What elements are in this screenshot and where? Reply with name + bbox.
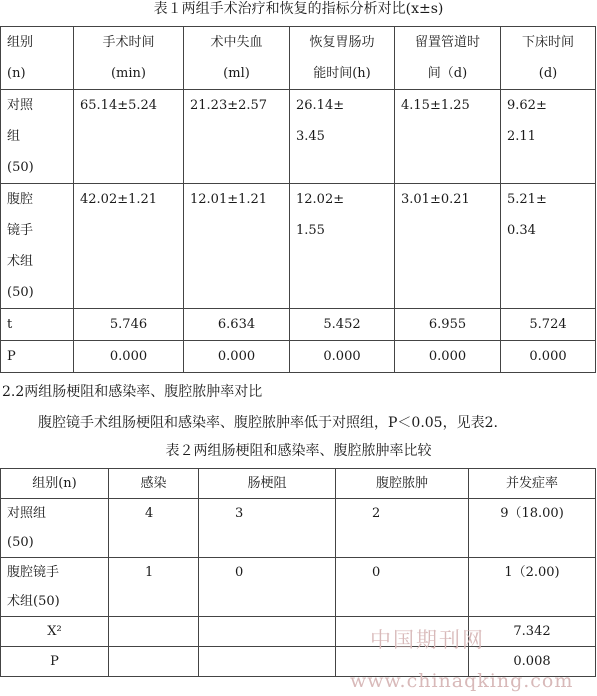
cell-line: 手术时间 (102, 35, 155, 50)
cell-line: 26.14± (296, 98, 345, 113)
cell-line: 3 (235, 506, 244, 521)
table2-cell (199, 617, 336, 647)
cell-line: (50) (7, 535, 34, 550)
table1-header-cell (74, 27, 184, 90)
cell-line: 恢复胃肠功 (309, 35, 375, 50)
cell-line: 3.45 (296, 129, 325, 144)
cell-line: 腹腔 (7, 192, 34, 207)
cell-line: 3.01±0.21 (401, 192, 470, 207)
cell-line: 1 (145, 565, 154, 580)
cell-line: 间（d) (427, 66, 468, 81)
cell-line: 4.15±1.25 (401, 98, 470, 113)
cell-line: 0.008 (513, 654, 551, 669)
table1-cell (184, 309, 290, 341)
cell-line: 42.02±1.21 (80, 192, 158, 207)
cell-line: 5.452 (323, 317, 361, 332)
table1-cell (184, 184, 290, 309)
cell-line: 0.000 (529, 349, 567, 364)
cell-line: 0.000 (323, 349, 361, 364)
table2-row (1, 558, 596, 617)
table2-cell (1, 499, 109, 558)
table2-cell (109, 558, 199, 617)
section-title: 2.2两组肠梗阻和感染率、腹腔脓肿率对比 (2, 384, 263, 400)
cell-line: 术组 (7, 254, 34, 269)
watermark-logo-text: 中国期刊网 (370, 628, 485, 652)
cell-line: 4 (145, 506, 154, 521)
table1-cell (501, 90, 596, 184)
table2-cell (109, 647, 199, 677)
table1-cell (74, 90, 184, 184)
table1-cell (501, 309, 596, 341)
table2-caption: 表２两组肠梗阻和感染率、腹腔脓肿率比较 (165, 443, 432, 459)
table2-header-cell: 肠梗阻 (199, 469, 336, 499)
cell-line: 2 (372, 506, 381, 521)
body-paragraph: 腹腔镜手术组肠梗阻和感染率、腹腔脓肿率低于对照组，P＜0.05，见表2. (38, 415, 498, 431)
table2-row (1, 617, 596, 647)
cell-line: 9（18.00) (500, 506, 564, 521)
table2-cell (109, 499, 199, 558)
table2-header-cell: 并发症率 (469, 469, 596, 499)
cell-line: (d) (538, 66, 558, 81)
cell-line: 术中失血 (210, 35, 263, 50)
cell-line: 对照 (7, 98, 34, 113)
cell-line: 6.634 (217, 317, 256, 332)
table1-cell (290, 309, 395, 341)
table2-cell (336, 499, 469, 558)
table2-cell (469, 499, 596, 558)
table2-row (1, 499, 596, 558)
table1-cell (290, 341, 395, 373)
cell-line: 下床时间 (521, 35, 574, 50)
table2-cell (469, 558, 596, 617)
cell-line: 5.21± (507, 192, 547, 207)
cell-line: 1（2.00) (504, 565, 560, 580)
table1-row (1, 341, 596, 373)
table2-cell (199, 558, 336, 617)
cell-line: P (50, 654, 59, 669)
cell-line: 组 (7, 129, 21, 144)
cell-line: 5.724 (529, 317, 567, 332)
watermark-url: www.chinaqking.com (350, 670, 574, 692)
table2-cell (336, 558, 469, 617)
cell-line: t (7, 317, 13, 332)
table2-cell (1, 558, 109, 617)
table1-cell (290, 184, 395, 309)
cell-line: (50) (7, 160, 34, 175)
cell-line: P (7, 349, 16, 364)
table1-header-cell (501, 27, 596, 90)
table1-cell (501, 341, 596, 373)
table1-cell (1, 341, 74, 373)
cell-line: 腹腔镜手 (7, 565, 60, 580)
table1-cell (1, 309, 74, 341)
cell-line: 12.02± (296, 192, 345, 207)
table2-cell (1, 647, 109, 677)
table1-cell (74, 184, 184, 309)
cell-line: (50) (7, 285, 34, 300)
table2-cell (109, 617, 199, 647)
table1-header-cell (395, 27, 501, 90)
cell-line: 21.23±2.57 (190, 98, 268, 113)
cell-line: 0.000 (217, 349, 256, 364)
table2-header-cell: 腹腔脓肿 (336, 469, 469, 499)
table1-header-row (1, 27, 596, 90)
cell-line: 0 (372, 565, 381, 580)
table1-row (1, 309, 596, 341)
table1-header-cell (184, 27, 290, 90)
table1-cell (501, 184, 596, 309)
table2-header-row (1, 469, 596, 499)
cell-line: 1.55 (296, 223, 325, 238)
cell-line: 12.01±1.21 (190, 192, 268, 207)
table2 (0, 468, 596, 677)
cell-line: 留置管道时 (414, 35, 480, 50)
cell-line: (min) (110, 66, 146, 81)
cell-line: 能时间(h) (313, 66, 371, 81)
table1-row (1, 184, 596, 309)
cell-line: 0.000 (109, 349, 148, 364)
cell-line: 0 (235, 565, 244, 580)
cell-line: 镜手 (7, 223, 34, 238)
cell-line: 0.000 (428, 349, 467, 364)
table1-cell (290, 90, 395, 184)
table2-cell (199, 499, 336, 558)
cell-line: 65.14±5.24 (80, 98, 158, 113)
cell-line: 术组(50) (7, 594, 60, 609)
cell-line: 0.34 (507, 223, 536, 238)
table1-caption: 表１两组手术治疗和恢复的指标分析对比(x±s) (153, 1, 444, 17)
table1-cell (395, 341, 501, 373)
table1-row (1, 90, 596, 184)
cell-line: 5.746 (109, 317, 148, 332)
table1-cell (184, 90, 290, 184)
table1 (0, 26, 596, 373)
cell-line: 6.955 (428, 317, 467, 332)
table1-cell (395, 309, 501, 341)
cell-line: 组别 (7, 35, 34, 50)
cell-line: 2.11 (507, 129, 536, 144)
table1-cell (1, 90, 74, 184)
table1-cell (1, 184, 74, 309)
table1-header-cell (290, 27, 395, 90)
table1-header-cell (1, 27, 74, 90)
cell-line: 7.342 (513, 624, 551, 639)
table2-cell (1, 617, 109, 647)
table1-cell (395, 90, 501, 184)
cell-line: 9.62± (507, 98, 547, 113)
cell-line: X² (47, 624, 62, 639)
cell-line: 对照组 (7, 506, 47, 521)
cell-line: (n) (7, 66, 26, 81)
table1-cell (184, 341, 290, 373)
table1-cell (74, 341, 184, 373)
cell-line: (ml) (223, 66, 250, 81)
table2-header-cell: 感染 (109, 469, 199, 499)
table2-cell (199, 647, 336, 677)
table1-cell (74, 309, 184, 341)
table1-cell (395, 184, 501, 309)
table2-cell (469, 617, 596, 647)
table2-header-cell: 组别(n) (1, 469, 109, 499)
